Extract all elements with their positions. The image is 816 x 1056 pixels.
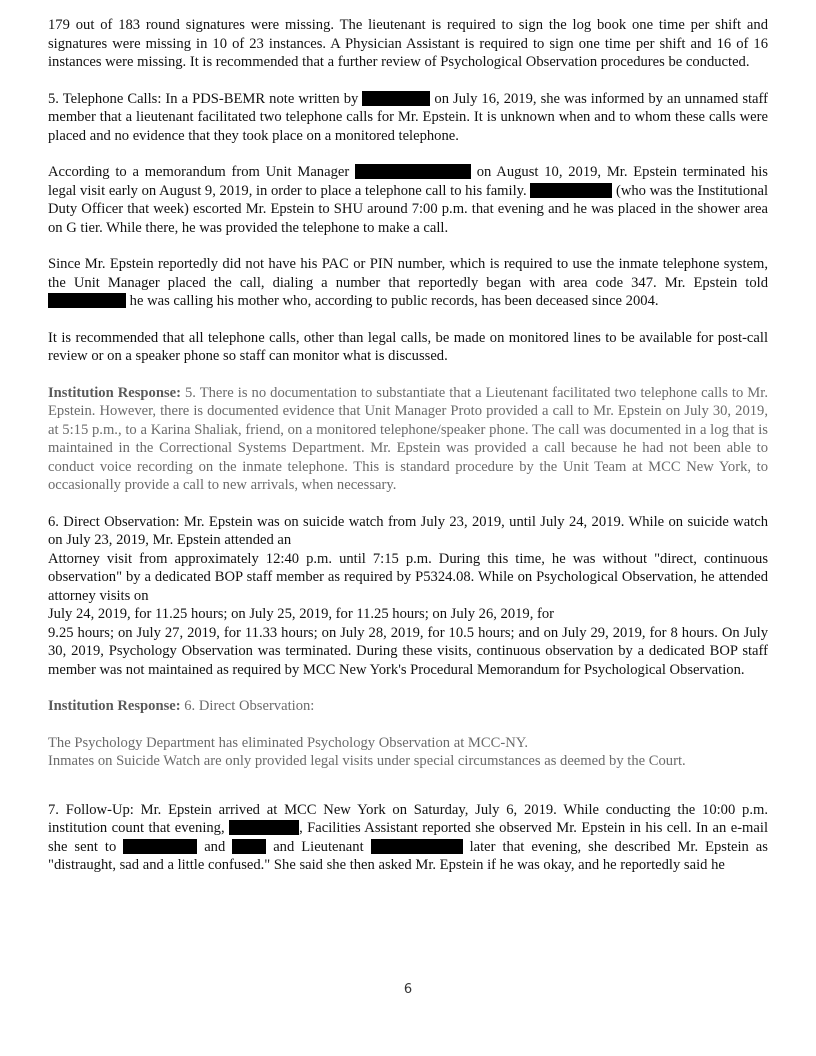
redaction-block bbox=[229, 820, 299, 835]
institution-response-observation-heading bbox=[48, 697, 768, 716]
paragraph-text: he was calling his mother who, according to public records, has been deceased since 2004. bbox=[129, 293, 659, 309]
redaction-block bbox=[355, 164, 471, 179]
paragraph-text: 179 out of 183 round signatures were missing. The lieutenant is required to sign the log book one time per shift and signatures were missing in 10 of 23 instances. A Physician Assistant is required to sign one time per shift and 16 of 16 instances were missing. It is recommended that a further review of Psychological Observation procedures be conducted. bbox=[48, 17, 768, 70]
paragraph-text: It is recommended that all telephone calls, other than legal calls, be made on monitored lines to be available for post-call review or on a speaker phone so staff can monitor what is discussed. bbox=[48, 329, 768, 364]
paragraph-line: 9.25 hours; on July 27, 2019, for 11.33 hours; on July 28, 2019, for 10.5 hours; and on July 29, 2019, for 8 hours. On July 30, 2019, Psychology Observation was terminated. During these visits, continuous observation by a dedicated BOP staff member was not maintained as required by MCC New York's Procedural Memorandum for Psychological Observation. bbox=[48, 624, 768, 678]
paragraph-text: 5. Telephone Calls: In a PDS-BEMR note written by bbox=[48, 90, 359, 107]
response-line: The Psychology Department has eliminated Psychology Observation at MCC-NY. bbox=[48, 734, 529, 751]
paragraph-text: later that evening, she described Mr. Epstein as "distraught, sad and a little confused." She said she then asked Mr. Epstein if he was okay, and he reportedly said he bbox=[48, 838, 768, 873]
paragraph-text: on August 10, 2019, Mr. Epstein terminated his legal visit early on August 9, 2019, in order to place a telephone call to his family. bbox=[48, 164, 768, 199]
redaction-block bbox=[123, 839, 197, 854]
institution-response-observation-body bbox=[48, 734, 768, 771]
paragraph-line: July 24, 2019, for 11.25 hours; on July 25, 2019, for 11.25 hours; on July 26, 2019, for bbox=[48, 606, 555, 622]
paragraph-telephone-calls bbox=[48, 90, 768, 146]
paragraph-follow-up bbox=[48, 801, 768, 875]
redaction-block bbox=[48, 293, 126, 308]
response-label: Institution Response: bbox=[48, 698, 181, 714]
redaction-block bbox=[362, 91, 430, 106]
paragraph-text: , Facilities Assistant reported she observed Mr. Epstein in his cell. In an e-mail she sent to bbox=[48, 820, 768, 855]
response-label: Institution Response: bbox=[48, 384, 181, 401]
paragraph-text: According to a memorandum from Unit Manager bbox=[48, 164, 350, 180]
response-text: 5. There is no documentation to substantiate that a Lieutenant facilitated two telephone calls to Mr. Epstein. However, there is documented evidence that Unit Manager Proto provided a call to Mr. Epstein on July 30, 2019, at 5:15 p.m., to a Karina Shaliak, friend, on a monitored telephone/speaker phone. The call was documented in a log that is maintained in the Correctional Systems Department. Mr. Epstein was provided a call because he had not been able to conduct voice recording on the inmate telephone. This is standard procedure by the Unit Team at MCC New York, to occasionally provide a call to new arrivals, when necessary. bbox=[48, 384, 768, 493]
response-line: Inmates on Suicide Watch are only provided legal visits under special circumstances as deemed by the Court. bbox=[48, 753, 686, 769]
paragraph-text: (who was the Institutional Duty Officer that week) escorted Mr. Epstein to SHU around 7:00 p.m. that evening and he was placed in the shower area on G tier. While there, he was provided the telephone to make a call. bbox=[48, 182, 769, 236]
institution-response-telephone bbox=[48, 384, 768, 495]
paragraph-direct-observation bbox=[48, 513, 768, 680]
page-number: 6 bbox=[403, 982, 413, 997]
paragraph-text: on July 16, 2019, she was informed by an unnamed staff member that a lieutenant facilitated two telephone calls for Mr. Epstein. It is unknown when and to whom these calls were placed and no evidence that they took place on a monitored telephone. bbox=[48, 90, 768, 144]
redaction-block bbox=[232, 839, 266, 854]
paragraph-text: Since Mr. Epstein reportedly did not have his PAC or PIN number, which is required to use the inmate telephone system, the Unit Manager placed the call, dialing a number that reportedly began with area code 347. Mr. Epstein told bbox=[48, 256, 768, 291]
paragraph-pin-number bbox=[48, 255, 768, 311]
paragraph-line: 6. Direct Observation: Mr. Epstein was on suicide watch from July 23, 2019, until July 24, 2019. While on suicide watch on July 23, 2019, Mr. Epstein attended an bbox=[48, 513, 768, 548]
response-heading: 6. Direct Observation: bbox=[184, 698, 315, 714]
redaction-block bbox=[530, 183, 612, 198]
paragraph-recommendation-calls bbox=[48, 329, 768, 366]
paragraph-text: and bbox=[204, 838, 226, 855]
paragraph-unit-manager-memo bbox=[48, 163, 768, 237]
paragraph-text: and Lieutenant bbox=[273, 838, 364, 855]
paragraph-psych-observation-findings bbox=[48, 16, 768, 72]
redaction-block bbox=[371, 839, 463, 854]
paragraph-line: Attorney visit from approximately 12:40 p.m. until 7:15 p.m. During this time, he was without "direct, continuous observation" by a dedicated BOP staff member as required by P5324.08. While on Psychological Observation, he attended attorney visits on bbox=[48, 550, 768, 604]
paragraph-text: 7. Follow-Up: Mr. Epstein arrived at MCC New York on Saturday, July 6, 2019. While conducting the 10:00 p.m. institution count that evening, bbox=[48, 801, 768, 836]
